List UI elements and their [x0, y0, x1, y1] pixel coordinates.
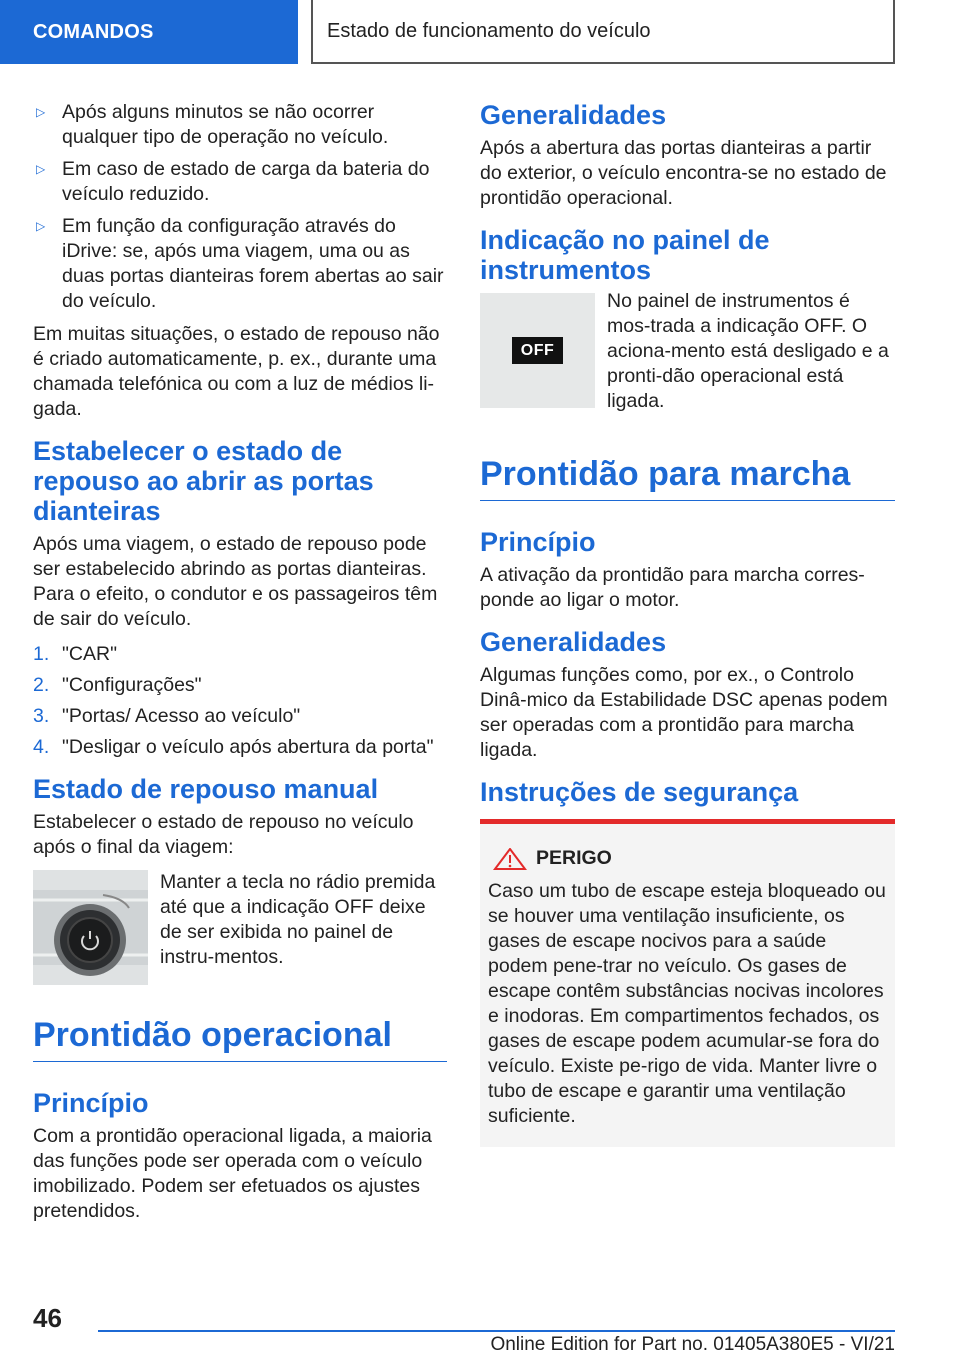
figure-row [33, 870, 447, 985]
page-number: 46 [33, 1303, 62, 1333]
chapter-header [311, 0, 895, 64]
danger-text: Caso um tubo de escape esteja bloqueado ou se houver uma ventilação insuficiente, os gases de escape nocivos para a saúde podem pene-trar no veículo. Os gases de escape contêm substâncias nocivas incolores e inodoras. Em compartimentos fechados, os gases de escape podem acumular-se fora do veículo. Existe pe-rigo de vida. Manter livre o tubo de escape e garantir uma ventilação suficiente. [488, 880, 886, 1127]
chapter-title: Estado de funcionamento do veículo [327, 19, 651, 42]
section-label: COMANDOS [33, 20, 154, 43]
paragraph: Após a abertura das portas dianteiras a partir do exterior, o veículo encontra-se no estado de prontidão operacional. [480, 137, 887, 209]
cluster-display-image [480, 293, 595, 408]
figure-caption: Manter a tecla no rádio premida até que a indicação OFF deixe de ser exibida no painel de instru-mentos. [160, 871, 436, 968]
heading-ready-operational: Prontidão operacional [33, 1015, 447, 1062]
right-column [480, 100, 895, 1147]
left-column [33, 100, 447, 1234]
paragraph: A ativação da prontidão para marcha corres-ponde ao ligar o motor. [480, 564, 865, 611]
danger-header [488, 846, 887, 871]
heading-safety: Instruções de segurança [480, 777, 799, 807]
heading-principle: Princípio [480, 527, 596, 557]
off-indicator: OFF [512, 337, 564, 364]
footer-divider [98, 1330, 895, 1332]
heading-open-doors: Estabelecer o estado de repouso ao abrir as portas dianteiras [33, 436, 374, 526]
power-knob-icon [33, 870, 148, 985]
list-item: ▷ Em função da configuração através do iDrive: se, após uma viagem, uma ou as duas portas dianteiras forem abertas ao sair do veículo. [36, 215, 444, 312]
danger-box [480, 819, 895, 1147]
heading-display: Indicação no painel de instrumentos [480, 225, 770, 285]
power-button-image [33, 870, 148, 985]
paragraph: Com a prontidão operacional ligada, a maioria das funções pode ser operada com o veículo imobilizado. Podem ser efetuados os ajustes pretendidos. [33, 1125, 432, 1222]
list-item: 3. "Portas/ Acesso ao veículo" [33, 705, 301, 727]
danger-title: PERIGO [536, 847, 612, 869]
heading-general: Generalidades [480, 100, 667, 130]
section-tab [0, 0, 298, 64]
figure-caption: No painel de instrumentos é mos-trada a indicação OFF. O aciona-mento está desligado e a pronti-dão operacional está ligada. [607, 290, 889, 412]
warning-triangle-icon [492, 848, 528, 870]
list-item: ▷ Após alguns minutos se não ocorrer qualquer tipo de operação no veículo. [36, 101, 389, 148]
triangle-bullet-icon: ▷ [36, 105, 46, 119]
list-item: 1. "CAR" [33, 643, 118, 665]
edition-note: Online Edition for Part no. 01405A380E5 - VI/21 [490, 1334, 895, 1355]
paragraph: Em muitas situações, o estado de repouso não é criado automaticamente, p. ex., durante uma chamada telefónica ou com a luz de médios li-gada. [33, 323, 440, 420]
triangle-bullet-icon: ▷ [36, 219, 46, 233]
figure-row [480, 290, 895, 414]
list-item: 2. "Configurações" [33, 674, 202, 696]
steps-list [33, 642, 447, 760]
heading-general: Generalidades [480, 627, 667, 657]
paragraph: Algumas funções como, por ex., o Controlo Dinâ-mico da Estabilidade DSC apenas podem ser operadas com a prontidão para marcha ligada. [480, 664, 888, 761]
heading-ready-drive: Prontidão para marcha [480, 454, 895, 501]
paragraph: Estabelecer o estado de repouso no veículo após o final da viagem: [33, 811, 414, 858]
paragraph: Após uma viagem, o estado de repouso pode ser estabelecido abrindo as portas dianteiras. Para o efeito, o condutor e os passageiros têm de sair do veículo. [33, 533, 438, 630]
heading-principle: Princípio [33, 1088, 149, 1118]
bullet-list [33, 100, 447, 314]
list-item: 4. "Desligar o veículo após abertura da porta" [33, 736, 434, 758]
triangle-bullet-icon: ▷ [36, 162, 46, 176]
heading-manual-rest: Estado de repouso manual [33, 774, 379, 804]
list-item: ▷ Em caso de estado de carga da bateria do veículo reduzido. [36, 158, 430, 205]
